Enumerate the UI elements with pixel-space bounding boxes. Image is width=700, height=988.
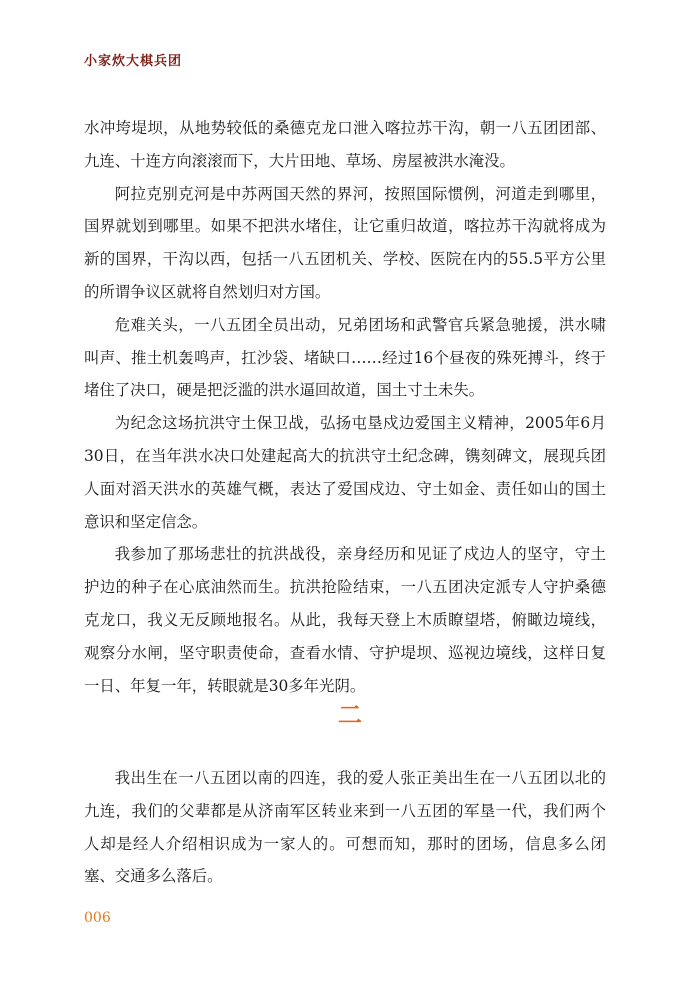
paragraph: 危难关头，一八五团全员出动，兄弟团场和武警官兵紧急驰援，洪水啸叫声、推土机轰鸣声，扛沙袋、堵缺口……经过16个昼夜的殊死搏斗，终于堵住了决口，硬是把泛滥的洪水逼回故道，国土寸土未失。 <box>84 315 606 400</box>
body-text-top <box>84 112 606 702</box>
paragraph: 我出生在一八五团以南的四连，我的爱人张正美出生在一八五团以北的九连，我们的父辈都是从济南军区转业来到一八五团的军垦一代，我们两个人却是经人介绍相识成为一家人的。可想而知，那时的团场，信息多么闭塞、交通多么落后。 <box>84 769 606 886</box>
paragraph: 我参加了那场悲壮的抗洪战役，亲身经历和见证了戍边人的坚守，守土护边的种子在心底油然而生。抗洪抢险结束，一八五团决定派专人守护桑德克龙口，我义无反顾地报名。从此，我每天登上木质瞭望塔，俯瞰边境线，观察分水闸，坚守职责使命，查看水情、守护堤坝、巡视边境线，这样日复一日、年复一年，转眼就是30多年光阴。 <box>84 545 606 695</box>
running-header: 小家炊大棋兵团 <box>84 54 183 69</box>
paragraph: 水冲垮堤坝，从地势较低的桑德克龙口泄入喀拉苏干沟，朝一八五团团部、九连、十连方向滚滚而下，大片田地、草场、房屋被洪水淹没。 <box>84 119 606 170</box>
body-text-bottom <box>84 762 606 893</box>
paragraph: 为纪念这场抗洪守土保卫战，弘扬屯垦戍边爱国主义精神，2005年6月30日，在当年洪水决口处建起高大的抗洪守土纪念碑，镌刻碑文，展现兵团人面对滔天洪水的英雄气概，表达了爱国戍边、守土如金、责任如山的国土意识和坚定信念。 <box>84 414 606 531</box>
paragraph: 阿拉克别克河是中苏两国天然的界河，按照国际惯例，河道走到哪里，国界就划到哪里。如果不把洪水堵住，让它重归故道，喀拉苏干沟就将成为新的国界，干沟以西，包括一八五团机关、学校、医院在内的55.5平方公里的所谓争议区就将自然划归对方国。 <box>84 184 606 301</box>
page-number: 006 <box>84 910 111 926</box>
section-number: 二 <box>338 700 362 729</box>
